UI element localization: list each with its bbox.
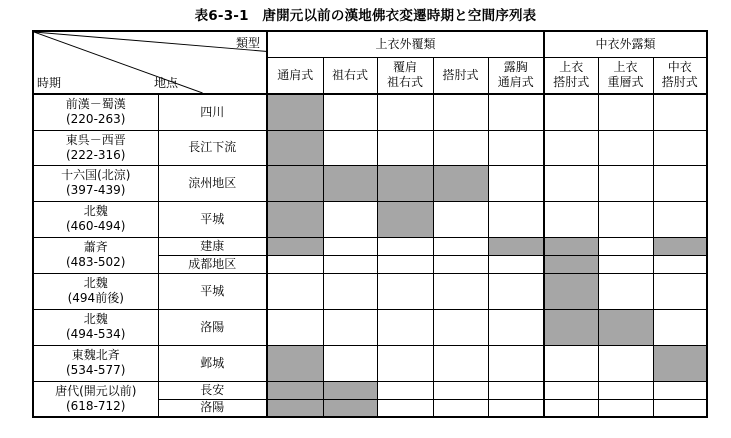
place-cell: 長江下流 <box>158 130 267 165</box>
period-cell <box>33 273 158 309</box>
shaded-cell <box>267 201 323 237</box>
column-header-line: 覆肩 <box>392 60 417 75</box>
shaded-cell <box>267 399 323 417</box>
period-name: 北魏 <box>83 204 108 218</box>
place-label: 地点 <box>154 76 179 90</box>
period-name: 唐代(開元以前) <box>55 383 137 398</box>
empty-cell <box>598 94 653 130</box>
period-name: 前漢－蜀漢 <box>65 97 126 112</box>
column-header <box>377 57 433 94</box>
empty-cell <box>433 201 488 237</box>
column-header-line: 上衣 <box>613 60 638 75</box>
empty-cell <box>488 255 544 273</box>
empty-cell <box>488 273 544 309</box>
empty-cell <box>488 201 544 237</box>
type-label: 類型 <box>235 36 260 50</box>
period-name: 北魏 <box>83 276 108 290</box>
empty-cell <box>323 345 377 381</box>
empty-cell <box>544 381 598 399</box>
empty-cell <box>598 130 653 165</box>
empty-cell <box>598 273 653 309</box>
table-row <box>33 237 707 255</box>
place-cell: 成都地区 <box>158 255 267 273</box>
place-cell: 平城 <box>158 201 267 237</box>
table-row <box>33 309 707 345</box>
shaded-cell <box>377 201 433 237</box>
shaded-cell <box>267 94 323 130</box>
shaded-cell <box>544 237 598 255</box>
empty-cell <box>598 201 653 237</box>
shaded-cell <box>488 237 544 255</box>
empty-cell <box>598 345 653 381</box>
empty-cell <box>377 255 433 273</box>
period-years: (220-263) <box>65 112 126 127</box>
place-cell: 洛陽 <box>158 399 267 417</box>
empty-cell <box>377 237 433 255</box>
empty-cell <box>488 309 544 345</box>
table-row <box>33 381 707 399</box>
empty-cell <box>544 165 598 201</box>
shaded-cell <box>544 309 598 345</box>
empty-cell <box>653 165 707 201</box>
shaded-cell <box>544 255 598 273</box>
column-header <box>653 57 707 94</box>
empty-cell <box>488 381 544 399</box>
empty-cell <box>544 399 598 417</box>
empty-cell <box>377 381 433 399</box>
table-title: 表6-3-1 唐開元以前の漢地佛衣変遷時期と空間序列表 <box>194 8 537 24</box>
empty-cell <box>323 201 377 237</box>
place-cell: 長安 <box>158 381 267 399</box>
group-outer-header: 上衣外覆類 <box>267 31 544 57</box>
table-row <box>33 165 707 201</box>
empty-cell <box>377 130 433 165</box>
period-cell <box>33 130 158 165</box>
empty-cell <box>323 237 377 255</box>
period-cell <box>33 201 158 237</box>
empty-cell <box>267 255 323 273</box>
column-header <box>323 57 377 94</box>
empty-cell <box>377 94 433 130</box>
period-name: 東魏北斉 <box>71 348 120 362</box>
place-cell: 洛陽 <box>158 309 267 345</box>
empty-cell <box>433 345 488 381</box>
shaded-cell <box>598 309 653 345</box>
empty-cell <box>544 94 598 130</box>
empty-cell <box>488 94 544 130</box>
empty-cell <box>653 94 707 130</box>
shaded-cell <box>544 273 598 309</box>
empty-cell <box>323 309 377 345</box>
place-cell: 平城 <box>158 273 267 309</box>
empty-cell <box>377 309 433 345</box>
column-header-line: 中衣 <box>667 60 692 75</box>
empty-cell <box>653 309 707 345</box>
period-name: 北魏 <box>83 312 108 326</box>
shaded-cell <box>267 165 323 201</box>
shaded-cell <box>267 381 323 399</box>
period-years: (534-577) <box>65 363 126 377</box>
empty-cell <box>544 201 598 237</box>
column-header <box>433 57 488 94</box>
empty-cell <box>433 309 488 345</box>
shaded-cell <box>433 165 488 201</box>
empty-cell <box>323 94 377 130</box>
classification-table <box>32 30 708 418</box>
corner-diagonal-lines <box>34 32 266 93</box>
empty-cell <box>433 130 488 165</box>
empty-cell <box>653 255 707 273</box>
shaded-cell <box>267 130 323 165</box>
table-row <box>33 201 707 237</box>
empty-cell <box>488 130 544 165</box>
empty-cell <box>433 255 488 273</box>
empty-cell <box>323 130 377 165</box>
table-row <box>33 130 707 165</box>
column-header-line: 祖右式 <box>331 67 368 82</box>
empty-cell <box>653 273 707 309</box>
place-cell: 邺城 <box>158 345 267 381</box>
period-cell <box>33 345 158 381</box>
column-header-line: 通肩式 <box>277 67 314 82</box>
period-cell <box>33 94 158 130</box>
empty-cell <box>598 399 653 417</box>
column-header-line: 祖右式 <box>386 75 423 90</box>
column-header-line: 上衣 <box>559 60 584 75</box>
place-cell: 涼州地区 <box>158 165 267 201</box>
column-header-line: 露胸 <box>503 60 528 75</box>
empty-cell <box>323 273 377 309</box>
empty-cell <box>598 255 653 273</box>
shaded-cell <box>377 165 433 201</box>
period-years: (460-494) <box>65 219 126 233</box>
empty-cell <box>598 237 653 255</box>
empty-cell <box>544 345 598 381</box>
empty-cell <box>377 345 433 381</box>
column-header-line: 重層式 <box>607 75 644 90</box>
empty-cell <box>433 94 488 130</box>
period-years: (222-316) <box>65 147 126 162</box>
empty-cell <box>544 130 598 165</box>
shaded-cell <box>267 237 323 255</box>
period-years: (483-502) <box>65 255 126 269</box>
shaded-cell <box>323 165 377 201</box>
column-header-line: 搭肘式 <box>553 75 590 90</box>
empty-cell <box>433 399 488 417</box>
shaded-cell <box>267 345 323 381</box>
shaded-cell <box>323 381 377 399</box>
period-cell <box>33 309 158 345</box>
column-header <box>544 57 598 94</box>
column-header <box>598 57 653 94</box>
table-row <box>33 273 707 309</box>
group-middle-header: 中衣外露類 <box>544 31 707 57</box>
period-cell <box>33 381 158 417</box>
empty-cell <box>267 309 323 345</box>
period-cell <box>33 237 158 273</box>
empty-cell <box>653 381 707 399</box>
empty-cell <box>433 381 488 399</box>
column-header <box>267 57 323 94</box>
table-row <box>33 345 707 381</box>
empty-cell <box>323 255 377 273</box>
period-label: 時期 <box>37 76 62 90</box>
table-row <box>33 94 707 130</box>
shaded-cell <box>653 345 707 381</box>
period-cell <box>33 165 158 201</box>
period-years: (494-534) <box>65 327 126 341</box>
period-name: 蕭斉 <box>83 240 108 254</box>
period-name: 十六国(北涼) <box>61 168 131 182</box>
shaded-cell <box>653 237 707 255</box>
column-header-line: 搭肘式 <box>661 75 698 90</box>
place-cell: 四川 <box>158 94 267 130</box>
period-name: 東呉－西晋 <box>65 132 126 147</box>
empty-cell <box>267 273 323 309</box>
empty-cell <box>377 273 433 309</box>
empty-cell <box>653 130 707 165</box>
empty-cell <box>433 237 488 255</box>
empty-cell <box>598 165 653 201</box>
column-header-line: 搭肘式 <box>442 67 479 82</box>
empty-cell <box>377 399 433 417</box>
period-years: (397-439) <box>65 183 126 197</box>
empty-cell <box>433 273 488 309</box>
column-header-line: 通肩式 <box>497 75 534 90</box>
column-header <box>488 57 544 94</box>
period-years: (618-712) <box>65 398 126 413</box>
empty-cell <box>488 165 544 201</box>
period-years: (494前後) <box>67 291 124 305</box>
place-cell: 建康 <box>158 237 267 255</box>
empty-cell <box>488 399 544 417</box>
empty-cell <box>488 345 544 381</box>
empty-cell <box>653 201 707 237</box>
empty-cell <box>653 399 707 417</box>
shaded-cell <box>323 399 377 417</box>
empty-cell <box>598 381 653 399</box>
corner-header <box>33 31 267 94</box>
